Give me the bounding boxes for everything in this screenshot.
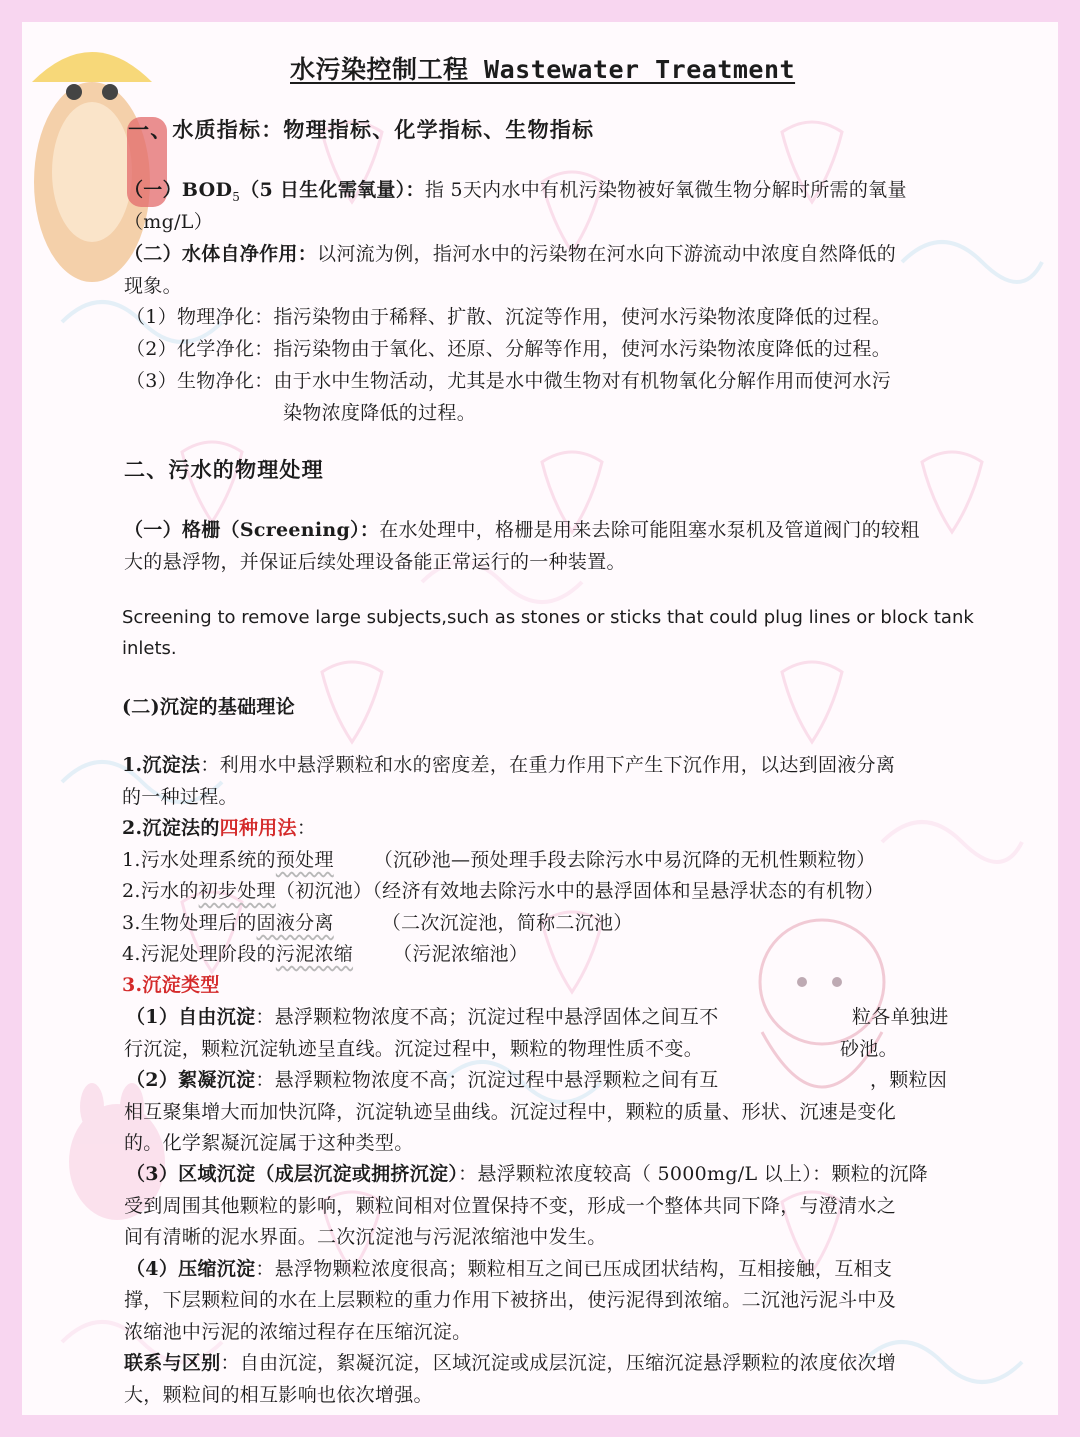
use-2-note: （初沉池）（经济有效地去除污水中的悬浮固体和呈悬浮状态的有机物） [275, 880, 884, 902]
flocculent-settling [126, 1066, 719, 1094]
relation-term: 联系与区别 [124, 1352, 221, 1374]
free-settling-text-2: 行沉淀，颗粒沉淀轨迹呈直线。沉淀过程中，颗粒的物理性质不变。 [124, 1038, 704, 1060]
four-uses-highlight: 四种用法 [219, 817, 297, 839]
use-4-note: （污泥浓缩池） [393, 943, 529, 965]
compression-settling-text-2: 撑，下层颗粒间的水在上层颗粒的重力作用下被挤出，使污泥得到浓缩。二沉池污泥斗中及 [124, 1289, 897, 1311]
use-2-key: 初步处理 [198, 880, 276, 902]
biological-purification: （3）生物净化：由于水中生物活动，尤其是水中微生物对有机物氧化分解作用而使河水污 [126, 370, 892, 392]
zone-settling [126, 1160, 928, 1188]
self-purification-text-2: 现象。 [124, 275, 182, 297]
sedimentation-method-term: 1.沉淀法 [122, 754, 201, 776]
use-2-prefix: 2.污水的 [122, 880, 199, 902]
self-purification-term: （二）水体自净作用： [124, 243, 318, 265]
screening-en-term: （Screening）： [220, 519, 380, 541]
sedimentation-method-text: ：利用水中悬浮颗粒和水的密度差，在重力作用下产生下沉作用，以达到固液分离 [200, 754, 896, 776]
screening-term: （一）格栅 [124, 519, 221, 541]
use-1-key: 预处理 [275, 849, 334, 871]
free-settling [126, 1003, 719, 1031]
free-settling-term: （1）自由沉淀 [126, 1006, 256, 1028]
bod-definition [124, 176, 907, 211]
flocculent-settling-term: （2）絮凝沉淀 [126, 1069, 256, 1091]
zone-settling-term: （3）区域沉淀（成层沉淀或拥挤沉淀） [126, 1163, 459, 1185]
document-page [22, 22, 1058, 1415]
screening-text-2: 大的悬浮物，并保证后续处理设备能正常运行的一种装置。 [124, 551, 626, 573]
use-item-3 [122, 909, 633, 937]
use-item-2 [122, 877, 884, 905]
self-purification [124, 240, 896, 268]
screening-english-1: Screening to remove large subjects,such as stones or sticks that could plug lines or block tank [122, 607, 974, 628]
biological-purification-2: 染物浓度降低的过程。 [283, 402, 477, 424]
use-item-1 [122, 846, 876, 874]
screening-text: 在水处理中，格栅是用来去除可能阻塞水泵机及管道阀门的较粗 [379, 519, 920, 541]
sedimentation-method [122, 751, 895, 779]
screening-english-2: inlets. [122, 638, 177, 659]
four-uses-term: 2.沉淀法的 [122, 817, 220, 839]
compression-settling [126, 1255, 892, 1283]
free-settling-text: ：悬浮颗粒物浓度不高；沉淀过程中悬浮固体之间互不 [255, 1006, 719, 1028]
sedimentation-theory-heading: (二)沉淀的基础理论 [122, 696, 295, 718]
relation-text: ：自由沉淀，絮凝沉淀，区域沉淀或成层沉淀，压缩沉淀悬浮颗粒的浓度依次增 [220, 1352, 897, 1374]
use-3-note: （二次沉淀池，简称二沉池） [381, 912, 633, 934]
free-settling-tail: 粒各单独进 [852, 1006, 949, 1028]
section-1-heading: 一、水质指标：物理指标、化学指标、生物指标 [128, 117, 595, 142]
bod-subscript: 5 [232, 189, 241, 204]
four-uses-colon: ： [296, 817, 317, 839]
free-settling-tail-2: 砂池。 [840, 1038, 898, 1060]
flocculent-settling-text-3: 的。化学絮凝沉淀属于这种类型。 [124, 1132, 414, 1154]
flocculent-settling-tail: ，颗粒因 [870, 1069, 948, 1091]
flocculent-settling-text-2: 相互聚集增大而加快沉降，沉淀轨迹呈曲线。沉淀过程中，颗粒的质量、形状、沉速是变化 [124, 1101, 897, 1123]
use-1-note: （沉砂池—预处理手段去除污水中易沉降的无机性颗粒物） [373, 849, 876, 871]
use-3-key: 固液分离 [256, 912, 334, 934]
use-item-4 [122, 940, 528, 968]
screening-definition [124, 516, 920, 544]
zone-settling-text-2: 受到周围其他颗粒的影响，颗粒间相对位置保持不变，形成一个整体共同下降，与澄清水之 [124, 1195, 897, 1217]
physical-purification: （1）物理净化：指污染物由于稀释、扩散、沉淀等作用，使河水污染物浓度降低的过程。 [126, 306, 892, 328]
four-uses-heading [122, 814, 316, 842]
section-2-heading: 二、污水的物理处理 [124, 457, 324, 482]
bod-term: （5 日生化需氧量）： [240, 179, 425, 201]
chemical-purification: （2）化学净化：指污染物由于氧化、还原、分解等作用，使河水污染物浓度降低的过程。 [126, 338, 892, 360]
compression-settling-term: （4）压缩沉淀 [126, 1258, 256, 1280]
use-4-key: 污泥浓缩 [275, 943, 354, 965]
flocculent-settling-text: ：悬浮颗粒物浓度不高；沉淀过程中悬浮颗粒之间有互 [255, 1069, 719, 1091]
use-3-prefix: 3.生物处理后的 [122, 912, 257, 934]
relation-text-2: 大，颗粒间的相互影响也依次增强。 [124, 1384, 433, 1406]
page-title: 水污染控制工程 Wastewater Treatment [290, 55, 796, 84]
compression-settling-text-3: 浓缩池中污泥的浓缩过程存在压缩沉淀。 [124, 1321, 472, 1343]
zone-settling-text: ：悬浮颗粒浓度较高（ 5000mg/L 以上）：颗粒的沉降 [458, 1163, 928, 1185]
use-4-prefix: 4.污泥处理阶段的 [122, 943, 276, 965]
compression-settling-text: ：悬浮物颗粒浓度很高；颗粒相互之间已压成团状结构，互相接触，互相支 [255, 1258, 893, 1280]
relation-and-difference [124, 1349, 896, 1377]
use-1-prefix: 1.污水处理系统的 [122, 849, 276, 871]
sedimentation-method-text-2: 的一种过程。 [122, 786, 238, 808]
bod-unit: （mg/L） [124, 211, 213, 233]
self-purification-text: 以河流为例，指河水中的污染物在河水向下游流动中浓度自然降低的 [317, 243, 897, 265]
bod-label: （一）BOD [124, 179, 233, 201]
sedimentation-types-heading: 3.沉淀类型 [122, 974, 220, 996]
bod-text: 指 5天内水中有机污染物被好氧微生物分解时所需的氧量 [424, 179, 907, 201]
zone-settling-text-3: 间有清晰的泥水界面。二次沉淀池与污泥浓缩池中发生。 [124, 1226, 607, 1248]
document-content [22, 22, 1058, 1415]
